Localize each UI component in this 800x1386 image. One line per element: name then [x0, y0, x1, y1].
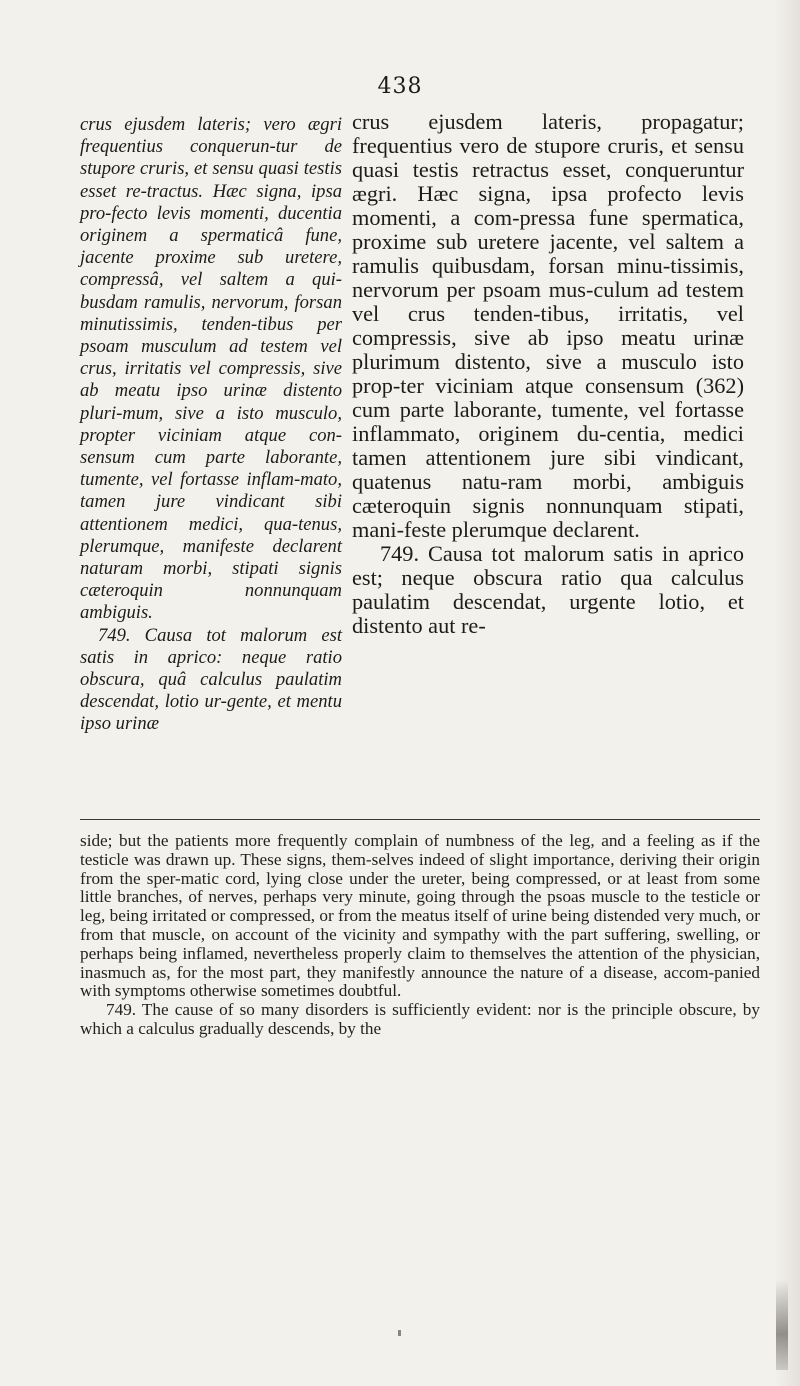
page-edge-shadow	[774, 0, 800, 1386]
left-paragraph-749: 749. Causa tot malorum est satis in aprico: neque ratio obscura, quâ calculus paulatim descendat, lotio ur-gente, et mentu ipso urinæ	[80, 624, 342, 735]
english-translation-footnote	[80, 832, 760, 1039]
left-paragraph-1: crus ejusdem lateris; vero ægri frequentius conquerun-tur de stupore cruris, et sensu quasi testis esset re-tractus. Hæc signa, ipsa pro-fecto levis momenti, ducentia originem a spermaticâ fune, jacente proxime sub uretere, compressâ, vel saltem a qui-busdam ramulis, nervorum, forsan minutissimis, tenden-tibus per psoam musculum ad testem vel crus, irritatis vel compressis, sive ab meatu ipso urinæ distento pluri-mum, sive a isto musculo, propter viciniam atque con-sensum cum parte laborante, tumente, vel fortasse inflam-mato, tamen jure vindicant sibi attentionem medici, qua-tenus, plerumque, manifeste declarent naturam morbi, stipati signis cæteroquin nonnunquam ambiguis.	[80, 114, 342, 624]
footnote-paragraph-1: side; but the patients more frequently complain of numbness of the leg, and a feeling as if the testicle was drawn up. These signs, them-selves indeed of slight importance, deriving their origin from the sper-matic cord, lying close under the ureter, being compressed, or at least from some little branches, of nerves, perhaps very minute, going through the psoas muscle to the testicle or leg, being irritated or compressed, or from the meatus itself of urine being distended very much, or from that muscle, on account of the vicinity and sympathy with the part suffering, swelling, or perhaps being inflamed, nevertheless properly claim to themselves the attention of the physician, inasmuch as, for the most part, they manifestly announce the nature of a disease, accom-panied with symptoms otherwise sometimes doubtful.	[80, 831, 760, 1001]
page-number: 438	[377, 74, 423, 99]
footnote-paragraph-749: 749. The cause of so many disorders is sufficiently evident: nor is the principle obscure, by which a calculus gradually descends, by the	[80, 1000, 760, 1038]
binding-mark	[776, 1280, 788, 1370]
speck-mark	[398, 1330, 401, 1336]
footnote-divider	[80, 819, 760, 820]
latin-translation-column	[80, 114, 342, 736]
latin-original-column	[352, 110, 744, 638]
right-paragraph-749: 749. Causa tot malorum satis in aprico est; neque obscura ratio qua calculus paulatim descendat, urgente lotio, et distento aut re-	[352, 541, 744, 638]
right-paragraph-1: crus ejusdem lateris, propagatur; frequentius vero de stupore cruris, et sensu quasi testis retractus esset, conqueruntur ægri. Hæc signa, ipsa profecto levis momenti, a com-pressa fune spermatica, proxime sub uretere jacente, vel saltem a ramulis quibusdam, forsan minu-tissimis, nervorum per psoam mus-culum ad testem vel crus tenden-tibus, irritatis, vel compressis, sive ab ipso meatu urinæ plurimum distento, sive a musculo isto prop-ter viciniam atque consensum (362) cum parte laborante, tumente, vel fortasse inflammato, originem du-centia, medici tamen attentionem jure sibi vindicant, quatenus natu-ram morbi, ambiguis cæteroquin signis nonnunquam stipati, mani-feste plerumque declarent.	[352, 109, 744, 542]
